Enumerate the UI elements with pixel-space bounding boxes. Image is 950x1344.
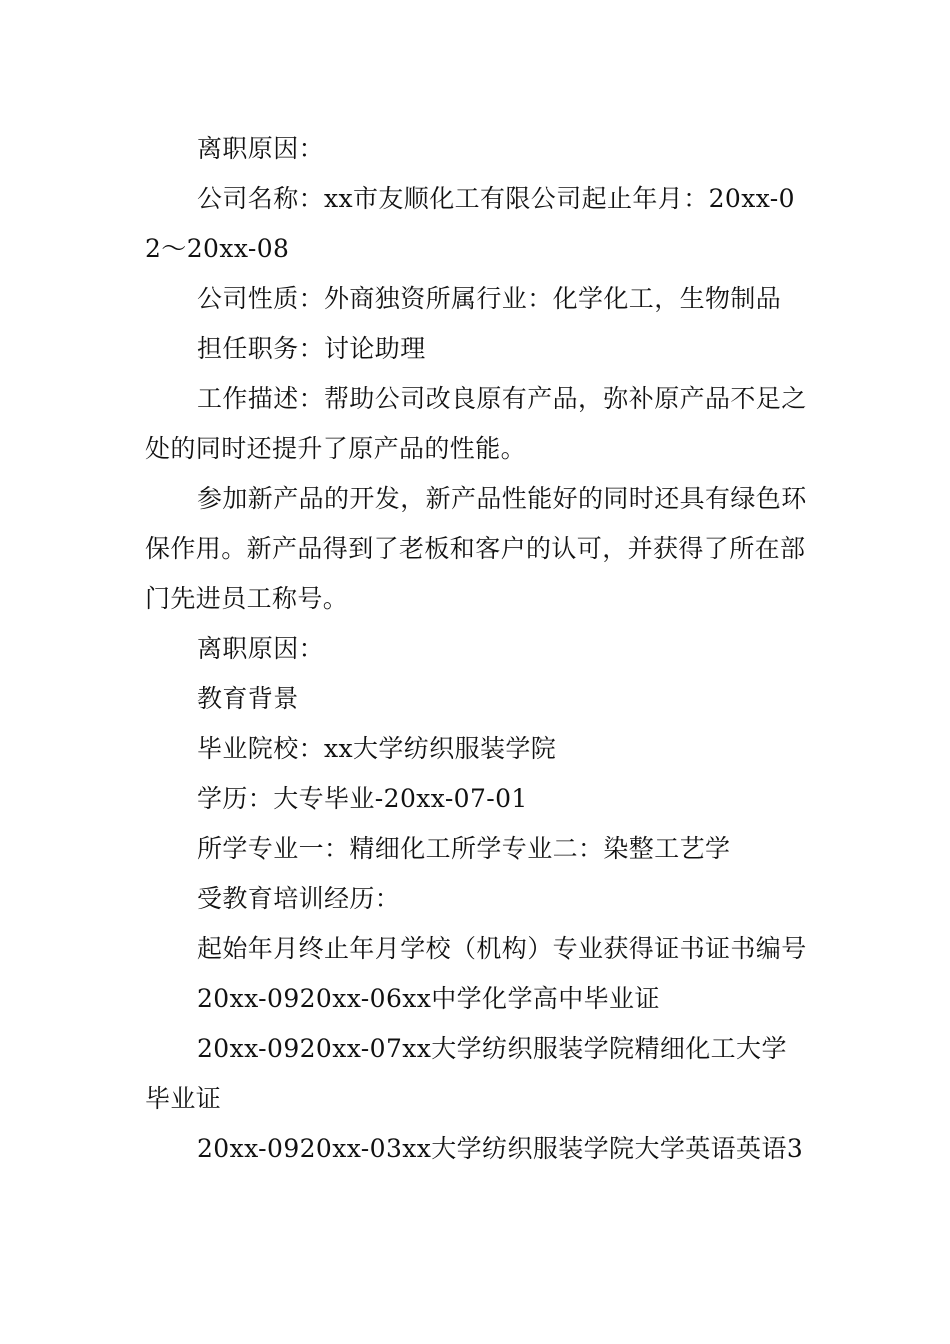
- leaving-reason-label-2: 离职原因：: [197, 634, 325, 663]
- training-row-3: 20xx-0920xx-03xx大学纺织服装学院大学英语英语3: [197, 1134, 804, 1163]
- new-product-paragraph: 参加新产品的开发，新产品性能好的同时还具有绿色环保作用。新产品得到了老板和客户的认可，并获得了所在部门先进员工称号。: [145, 484, 807, 613]
- document-body: [145, 124, 807, 1174]
- company-nature-paragraph: 公司性质：外商独资所属行业：化学化工，生物制品: [197, 284, 782, 313]
- training-heading: 受教育培训经历：: [197, 884, 401, 913]
- training-columns-paragraph: 起始年月终止年月学校（机构）专业获得证书证书编号: [197, 934, 807, 963]
- training-row-1: 20xx-0920xx-06xx中学化学高中毕业证: [197, 984, 660, 1013]
- leaving-reason-label: 离职原因：: [197, 134, 325, 163]
- position-paragraph: 担任职务：讨论助理: [197, 334, 426, 363]
- training-row-2: 20xx-0920xx-07xx大学纺织服装学院精细化工大学毕业证: [145, 1034, 787, 1113]
- company-name-paragraph: 公司名称：xx市友顺化工有限公司起止年月：20xx-02～20xx-08: [145, 184, 795, 263]
- education-heading: 教育背景: [197, 684, 299, 713]
- graduate-school-paragraph: 毕业院校：xx大学纺织服装学院: [197, 734, 557, 763]
- education-level-paragraph: 学历：大专毕业-20xx-07-01: [197, 784, 528, 813]
- majors-paragraph: 所学专业一：精细化工所学专业二：染整工艺学: [197, 834, 731, 863]
- job-description-paragraph: 工作描述：帮助公司改良原有产品，弥补原产品不足之处的同时还提升了原产品的性能。: [145, 384, 807, 463]
